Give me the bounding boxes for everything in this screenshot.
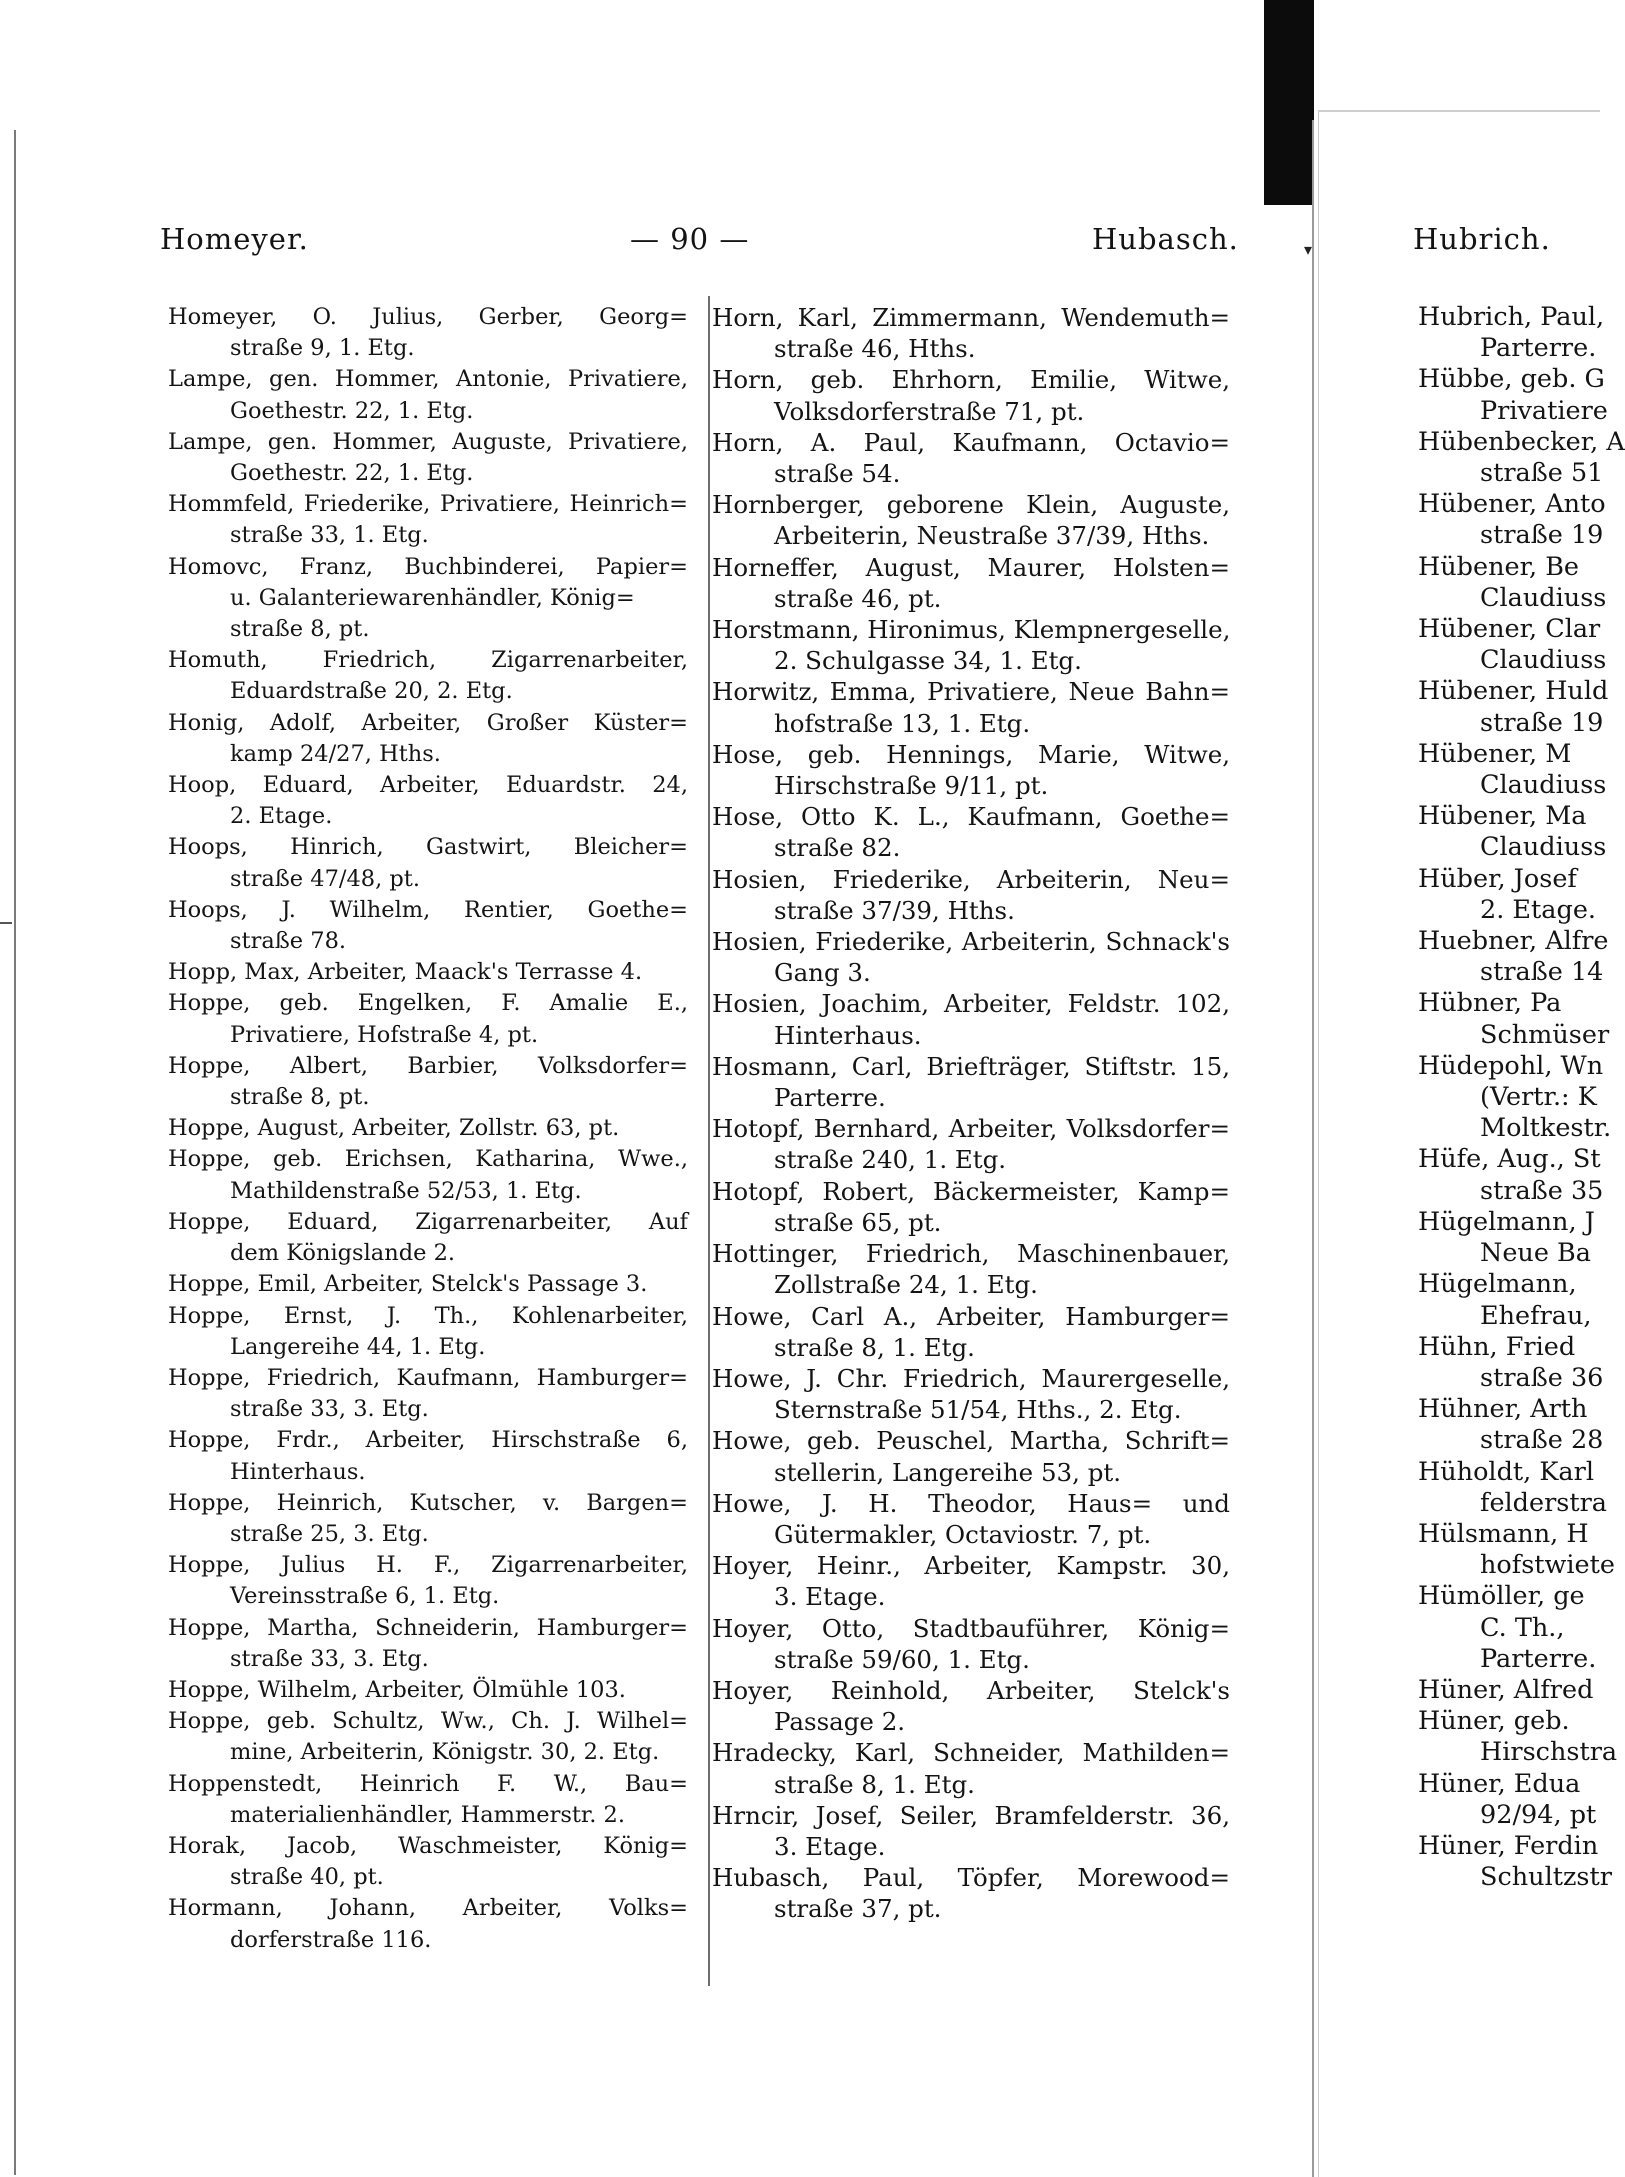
entry-continuation-line: Privatiere [1480, 395, 1608, 426]
entry-continuation-line: Langereihe 44, 1. Etg. [230, 1333, 486, 1360]
entry-name-line: Hose, geb. Hennings, Marie, Witwe, [712, 739, 1230, 769]
entry-continuation-line: straße 28 [1480, 1425, 1604, 1456]
entry-name-line: Huebner, Alfre [1418, 926, 1609, 957]
entry-continuation-line: (Vertr.: K [1480, 1082, 1597, 1113]
directory-entry [712, 1363, 1230, 1425]
entry-continuation-line: Neue Ba [1480, 1238, 1591, 1269]
entry-continuation-line: straße 19 [1480, 520, 1604, 551]
entry-continuation-line: Schultzstr [1480, 1862, 1612, 1893]
entry-name-line: Hühner, Arth [1418, 1394, 1588, 1425]
entry-continuation-line: straße 37/39, Hths. [774, 895, 1015, 925]
entry-name-line: Howe, geb. Peuschel, Martha, Schrift= [712, 1426, 1230, 1456]
column-divider [708, 296, 710, 1986]
next-page-running-head: Hubrich. [1413, 222, 1551, 256]
entry-name-line: Hoppe, Wilhelm, Arbeiter, Ölmühle 103. [168, 1676, 626, 1703]
directory-entry [712, 1613, 1230, 1675]
entry-name-line: Hosien, Joachim, Arbeiter, Feldstr. 102, [712, 989, 1230, 1019]
entry-name-line: Hoppe, geb. Erichsen, Katharina, Wwe., [168, 1146, 688, 1173]
directory-entry [168, 832, 688, 894]
gutter-mark-icon: ▾ [1304, 240, 1313, 259]
entry-name-line: Hosien, Friederike, Arbeiterin, Schnack's [712, 927, 1230, 957]
entry-continuation-line: dorferstraße 116. [230, 1926, 432, 1953]
entry-name-line: Hümöller, ge [1418, 1581, 1585, 1612]
entry-continuation-line: straße 9, 1. Etg. [230, 335, 415, 362]
entry-name-line: Hübener, Clar [1418, 614, 1601, 645]
directory-entry [168, 1207, 688, 1269]
entry-name-line: Howe, J. Chr. Friedrich, Maurergeselle, [712, 1363, 1230, 1393]
entry-continuation-line: straße 8, 1. Etg. [774, 1769, 975, 1799]
entry-continuation-line: stellerin, Langereihe 53, pt. [774, 1457, 1122, 1487]
entry-continuation-line: straße 51 [1480, 458, 1604, 489]
entry-name-line: Horneffer, August, Maurer, Holsten= [712, 552, 1230, 582]
entry-name-line: Hoyer, Otto, Stadtbauführer, König= [712, 1613, 1230, 1643]
directory-entry [168, 302, 688, 364]
directory-entry [168, 552, 688, 646]
entry-name-line: Lampe, gen. Hommer, Auguste, Privatiere, [168, 428, 688, 455]
entry-continuation-line: materialienhändler, Hammerstr. 2. [230, 1801, 625, 1828]
directory-entry [712, 1800, 1230, 1862]
entry-name-line: Hoppe, Emil, Arbeiter, Stelck's Passage 3. [168, 1271, 648, 1298]
directory-entry [712, 988, 1230, 1050]
entry-name-line: Hoppenstedt, Heinrich F. W., Bau= [168, 1770, 688, 1797]
entry-name-line: Hoops, Hinrich, Gastwirt, Bleicher= [168, 834, 688, 861]
entry-continuation-line: 92/94, pt [1480, 1799, 1597, 1830]
entry-continuation-line: Parterre. [1480, 333, 1597, 364]
left-page-edge [14, 130, 16, 2175]
entry-name-line: Homeyer, O. Julius, Gerber, Georg= [168, 304, 688, 330]
entry-continuation-line: Moltkestr. [1480, 1113, 1612, 1144]
entry-continuation-line: Goethestr. 22, 1. Etg. [230, 460, 474, 487]
next-page-column [1418, 302, 1625, 1893]
directory-entry [1418, 676, 1609, 738]
directory-entry [712, 1113, 1230, 1175]
directory-entry [712, 1301, 1230, 1363]
entry-name-line: Horn, A. Paul, Kaufmann, Octavio= [712, 427, 1230, 457]
directory-entry [1418, 1394, 1604, 1456]
entry-continuation-line: C. Th., [1480, 1612, 1565, 1643]
edge-mark [0, 922, 12, 924]
directory-entry [168, 364, 688, 426]
entry-continuation-line: Sternstraße 51/54, Hths., 2. Etg. [774, 1395, 1182, 1425]
next-page-top-edge [1318, 110, 1600, 112]
entry-continuation-line: straße 40, pt. [230, 1864, 384, 1891]
entry-name-line: Hose, Otto K. L., Kaufmann, Goethe= [712, 802, 1230, 832]
page-gutter [1312, 120, 1314, 2177]
entry-name-line: Hosmann, Carl, Briefträger, Stiftstr. 15, [712, 1051, 1230, 1081]
entry-name-line: Horak, Jacob, Waschmeister, König= [168, 1832, 688, 1859]
directory-entry [168, 1706, 688, 1768]
directory-entry [168, 1550, 688, 1612]
entry-name-line: Hübbe, geb. G [1418, 364, 1605, 395]
entry-continuation-line: Hirschstra [1480, 1737, 1618, 1768]
entry-continuation-line: Mathildenstraße 52/53, 1. Etg. [230, 1177, 582, 1204]
entry-name-line: Horn, Karl, Zimmermann, Wendemuth= [712, 303, 1230, 332]
directory-entry [168, 957, 688, 988]
entry-name-line: Hoyer, Reinhold, Arbeiter, Stelck's [712, 1675, 1230, 1705]
entry-continuation-line: kamp 24/27, Hths. [230, 740, 441, 767]
directory-entry [1418, 801, 1607, 863]
entry-continuation-line: Arbeiterin, Neustraße 37/39, Hths. [774, 521, 1210, 551]
entry-name-line: Horstmann, Hironimus, Klempnergeselle, [712, 615, 1231, 645]
directory-entry [712, 801, 1230, 863]
entry-continuation-line: mine, Arbeiterin, Königstr. 30, 2. Etg. [230, 1739, 660, 1766]
entry-continuation-line: hofstwiete [1480, 1550, 1615, 1581]
page-number: — 90 — [630, 222, 750, 256]
entry-name-line: Hoppe, geb. Schultz, Ww., Ch. J. Wilhel= [168, 1708, 688, 1735]
directory-entry [1418, 364, 1608, 426]
directory-entry [168, 1893, 688, 1955]
entry-name-line: Hübener, M [1418, 738, 1572, 769]
directory-entry [712, 926, 1230, 988]
entry-name-line: Hüner, geb. [1418, 1706, 1570, 1737]
entry-continuation-line: straße 33, 3. Etg. [230, 1645, 429, 1672]
entry-continuation-line: Parterre. [1480, 1643, 1597, 1674]
entry-continuation-line: Volksdorferstraße 71, pt. [774, 396, 1085, 426]
directory-entry [712, 427, 1230, 489]
entry-continuation-line: Claudiuss [1480, 770, 1607, 801]
entry-name-line: Hradecky, Karl, Schneider, Mathilden= [712, 1738, 1230, 1768]
entry-name-line: Hülsmann, H [1418, 1518, 1589, 1549]
entry-name-line: Homuth, Friedrich, Zigarrenarbeiter, [168, 647, 688, 674]
entry-name-line: Hübener, Be [1418, 551, 1580, 582]
entry-name-line: Homovc, Franz, Buchbinderei, Papier= [168, 553, 688, 580]
entry-name-line: Hoppe, Frdr., Arbeiter, Hirschstraße 6, [168, 1427, 688, 1454]
entry-name-line: Hottinger, Friedrich, Maschinenbauer, [712, 1239, 1230, 1269]
entry-continuation-line: 2. Etage. [1480, 894, 1597, 925]
entry-name-line: Hoppe, Albert, Barbier, Volksdorfer= [168, 1052, 688, 1079]
entry-name-line: Hoppe, Eduard, Zigarrenarbeiter, Auf [168, 1208, 688, 1235]
entry-continuation-line: Hinterhaus. [230, 1458, 366, 1485]
entry-name-line: Hübner, Pa [1418, 988, 1562, 1019]
entry-name-line: Hotopf, Robert, Bäckermeister, Kamp= [712, 1176, 1230, 1206]
entry-name-line: Howe, J. H. Theodor, Haus= und [712, 1488, 1230, 1518]
entry-continuation-line: Zollstraße 24, 1. Etg. [774, 1270, 1038, 1300]
entry-name-line: Howe, Carl A., Arbeiter, Hamburger= [712, 1301, 1230, 1331]
entry-name-line: Hübenbecker, A [1418, 426, 1625, 457]
entry-continuation-line: Vereinsstraße 6, 1. Etg. [230, 1583, 500, 1610]
entry-name-line: Hoop, Eduard, Arbeiter, Eduardstr. 24, [168, 772, 688, 799]
middle-column [712, 302, 1230, 1925]
next-page-edge [1318, 110, 1319, 2177]
directory-entry [712, 1051, 1230, 1113]
directory-entry [1418, 1207, 1600, 1269]
directory-entry [168, 895, 688, 957]
directory-entry [168, 427, 688, 489]
directory-entry [168, 1144, 688, 1206]
entry-continuation-line: straße 240, 1. Etg. [774, 1145, 1007, 1175]
directory-entry [168, 1769, 688, 1831]
directory-entry [1418, 1706, 1618, 1768]
entry-name-line: Hoppe, Friedrich, Kaufmann, Hamburger= [168, 1364, 688, 1391]
entry-name-line: Horwitz, Emma, Privatiere, Neue Bahn= [712, 677, 1230, 707]
entry-name-line: Hoyer, Heinr., Arbeiter, Kampstr. 30, [712, 1551, 1230, 1581]
binding-strip [1264, 0, 1314, 205]
entry-continuation-line: straße 33, 3. Etg. [230, 1396, 429, 1423]
directory-entry [712, 614, 1230, 676]
entry-name-line: Hubrich, Paul, [1418, 302, 1605, 332]
directory-entry [1418, 1456, 1608, 1519]
entry-name-line: Hübener, Huld [1418, 676, 1609, 707]
entry-name-line: Hüfe, Aug., St [1418, 1144, 1601, 1175]
directory-entry [1418, 1269, 1600, 1331]
entry-name-line: Hübener, Ma [1418, 801, 1587, 832]
left-column [168, 302, 688, 1956]
entry-name-line: Hoppe, August, Arbeiter, Zollstr. 63, pt. [168, 1115, 620, 1142]
entry-continuation-line: straße 36 [1480, 1362, 1604, 1393]
directory-entry [712, 1488, 1230, 1550]
entry-name-line: Hopp, Max, Arbeiter, Maack's Terrasse 4. [168, 959, 643, 986]
directory-entry [712, 739, 1230, 801]
directory-entry [1418, 1050, 1612, 1145]
entry-name-line: Hrncir, Josef, Seiler, Bramfelderstr. 36, [712, 1800, 1230, 1830]
entry-continuation-line: felderstra [1480, 1487, 1608, 1518]
entry-continuation-line: Claudiuss [1480, 645, 1607, 676]
entry-name-line: Hommfeld, Friederike, Privatiere, Heinrich= [168, 491, 688, 518]
entry-continuation-line: 2. Etage. [230, 803, 333, 830]
entry-continuation-line: Gang 3. [774, 958, 871, 988]
entry-continuation-line: Gütermakler, Octaviostr. 7, pt. [774, 1519, 1152, 1549]
entry-continuation-line: Schmüser [1480, 1019, 1610, 1050]
entry-name-line: Hotopf, Bernhard, Arbeiter, Volksdorfer= [712, 1114, 1230, 1144]
entry-continuation-line: Passage 2. [774, 1707, 906, 1737]
directory-entry [1418, 1769, 1600, 1831]
entry-name-line: Hormann, Johann, Arbeiter, Volks= [168, 1895, 688, 1922]
entry-continuation-line: straße 33, 1. Etg. [230, 522, 429, 549]
directory-entry [1418, 614, 1607, 676]
entry-continuation-line: straße 14 [1480, 957, 1604, 988]
directory-entry [168, 770, 688, 832]
directory-entry [1418, 426, 1625, 489]
directory-entry [1418, 1830, 1612, 1893]
entry-name-line: Hügelmann, J [1418, 1206, 1595, 1237]
entry-continuation-line: straße 25, 3. Etg. [230, 1520, 429, 1547]
directory-entry [168, 1831, 688, 1893]
entry-name-line: Hüner, Alfred [1418, 1674, 1594, 1705]
entry-name-line: Hüholdt, Karl [1418, 1456, 1594, 1487]
directory-entry [1418, 1518, 1615, 1581]
running-head-right: Hubasch. [1092, 222, 1239, 256]
entry-continuation-line: straße 8, pt. [230, 616, 370, 643]
entry-continuation-line: straße 37, pt. [774, 1894, 942, 1924]
directory-entry [168, 1269, 688, 1300]
entry-continuation-line: straße 78. [230, 928, 347, 955]
entry-name-line: Hornberger, geborene Klein, Auguste, [712, 490, 1230, 520]
running-head-left: Homeyer. [160, 222, 309, 256]
entry-continuation-line: Goethestr. 22, 1. Etg. [230, 397, 474, 424]
entry-name-line: Hubasch, Paul, Töpfer, Morewood= [712, 1863, 1230, 1893]
entry-continuation-line: straße 47/48, pt. [230, 865, 420, 892]
entry-name-line: Hüber, Josef [1418, 863, 1577, 894]
entry-continuation-line: Claudiuss [1480, 832, 1607, 863]
entry-continuation-line: 3. Etage. [774, 1582, 886, 1612]
directory-entry [712, 1176, 1230, 1238]
entry-continuation-line: straße 65, pt. [774, 1207, 942, 1237]
directory-entry [168, 708, 688, 770]
directory-entry [1418, 1675, 1600, 1706]
entry-name-line: Hügelmann, [1418, 1269, 1577, 1300]
directory-entry [168, 489, 688, 551]
entry-continuation-line: Parterre. [774, 1083, 886, 1113]
directory-entry [712, 489, 1230, 551]
entry-continuation-line: Hinterhaus. [774, 1020, 922, 1050]
directory-entry [1418, 302, 1605, 364]
entry-continuation-line: straße 46, Hths. [774, 334, 976, 364]
entry-name-line: Hüner, Ferdin [1418, 1830, 1599, 1861]
entry-name-line: Hoppe, Heinrich, Kutscher, v. Bargen= [168, 1489, 688, 1516]
directory-entry [712, 1425, 1230, 1487]
directory-entry [1418, 1331, 1604, 1394]
entry-continuation-line: Privatiere, Hofstraße 4, pt. [230, 1021, 539, 1048]
directory-entry [1418, 489, 1606, 551]
directory-entry [712, 302, 1230, 364]
directory-entry [712, 364, 1230, 426]
directory-entry [712, 1737, 1230, 1799]
directory-entry [712, 552, 1230, 614]
entry-name-line: Honig, Adolf, Arbeiter, Großer Küster= [168, 709, 688, 736]
directory-entry [712, 676, 1230, 738]
entry-name-line: Hühn, Fried [1418, 1331, 1576, 1362]
entry-continuation-line: 2. Schulgasse 34, 1. Etg. [774, 646, 1082, 676]
entry-continuation-line: hofstraße 13, 1. Etg. [774, 708, 1031, 738]
entry-name-line: Hübener, Anto [1418, 489, 1606, 520]
directory-entry [1418, 551, 1607, 614]
entry-name-line: Hoppe, geb. Engelken, F. Amalie E., [168, 990, 688, 1017]
directory-entry [168, 988, 688, 1050]
entry-continuation-line: Claudiuss [1480, 582, 1607, 613]
entry-name-line: Hoops, J. Wilhelm, Rentier, Goethe= [168, 896, 688, 923]
entry-name-line: Hoppe, Ernst, J. Th., Kohlenarbeiter, [168, 1302, 688, 1329]
entry-name-line: Lampe, gen. Hommer, Antonie, Privatiere, [168, 366, 688, 393]
directory-entry [168, 1051, 688, 1113]
entry-continuation-line: dem Königslande 2. [230, 1240, 456, 1267]
entry-continuation-line: straße 54. [774, 459, 901, 489]
entry-continuation-line: Eduardstraße 20, 2. Etg. [230, 678, 513, 705]
directory-entry [168, 1613, 688, 1675]
entry-name-line: Hüdepohl, Wn [1418, 1050, 1604, 1081]
directory-entry [1418, 738, 1607, 801]
entry-continuation-line: u. Galanteriewarenhändler, König= [230, 584, 635, 611]
directory-entry [168, 1363, 688, 1425]
directory-entry [168, 1425, 688, 1487]
directory-entry [1418, 864, 1600, 926]
entry-continuation-line: straße 8, pt. [230, 1084, 370, 1111]
entry-continuation-line: straße 19 [1480, 707, 1604, 738]
directory-entry [168, 645, 688, 707]
entry-name-line: Hoppe, Julius H. F., Zigarrenarbeiter, [168, 1552, 688, 1579]
entry-continuation-line: Ehefrau, [1480, 1300, 1592, 1331]
entry-continuation-line: straße 8, 1. Etg. [774, 1332, 975, 1362]
entry-name-line: Hoppe, Martha, Schneiderin, Hamburger= [168, 1614, 688, 1641]
directory-entry [1418, 988, 1610, 1050]
directory-entry [712, 1862, 1230, 1924]
directory-entry [712, 864, 1230, 926]
entry-name-line: Horn, geb. Ehrhorn, Emilie, Witwe, [712, 365, 1230, 395]
entry-continuation-line: 3. Etage. [774, 1831, 886, 1861]
entry-name-line: Hüner, Edua [1418, 1768, 1581, 1799]
directory-entry [168, 1301, 688, 1363]
directory-entry [168, 1675, 688, 1706]
entry-continuation-line: straße 35 [1480, 1175, 1604, 1206]
directory-entry [712, 1238, 1230, 1300]
directory-entry [1418, 1581, 1600, 1675]
directory-entry [168, 1488, 688, 1550]
directory-entry [712, 1675, 1230, 1737]
entry-continuation-line: straße 46, pt. [774, 583, 942, 613]
entry-continuation-line: Hirschstraße 9/11, pt. [774, 771, 1049, 801]
directory-entry [1418, 926, 1609, 988]
entry-continuation-line: straße 59/60, 1. Etg. [774, 1644, 1030, 1674]
entry-continuation-line: straße 82. [774, 833, 901, 863]
directory-entry [168, 1113, 688, 1144]
entry-name-line: Hosien, Friederike, Arbeiterin, Neu= [712, 864, 1230, 894]
directory-entry [712, 1550, 1230, 1612]
directory-entry [1418, 1144, 1604, 1206]
